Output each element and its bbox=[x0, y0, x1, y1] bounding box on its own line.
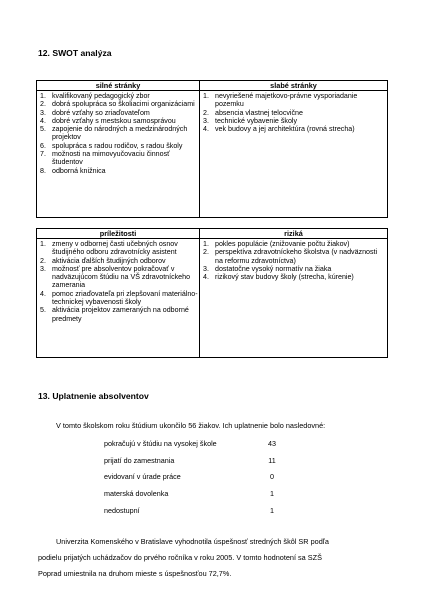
strength-item-number: 2. bbox=[40, 100, 46, 109]
outcome-label: pokračujú v štúdiu na vysokej škole bbox=[104, 438, 217, 448]
weakness-item-text: technické vybavenie školy bbox=[215, 116, 298, 125]
opportunity-item-number: 3. bbox=[40, 264, 46, 273]
strength-item bbox=[40, 117, 198, 125]
opportunity-item bbox=[40, 257, 198, 265]
threat-item bbox=[203, 240, 386, 248]
weakness-item-number: 3. bbox=[203, 116, 209, 125]
weakness-item-number: 2. bbox=[203, 108, 209, 117]
strength-item-text: dobrá spolupráca so školiacimi organizáciami bbox=[52, 100, 195, 109]
outcome-count: 1 bbox=[270, 506, 274, 516]
strength-item-number: 5. bbox=[40, 125, 46, 134]
strength-item bbox=[40, 109, 198, 117]
outcome-row bbox=[98, 435, 282, 452]
strengths-cell bbox=[37, 91, 200, 218]
swot-table-opportunities-threats bbox=[36, 228, 388, 358]
outcome-count: 11 bbox=[268, 455, 276, 465]
threats-cell bbox=[200, 239, 388, 358]
outcome-label: nedostupní bbox=[104, 506, 140, 516]
threat-item bbox=[203, 273, 386, 281]
strength-item-text: kvalifikovaný pedagogický zbor bbox=[52, 92, 150, 100]
opportunity-item-text: zmeny v odbornej časti učebných osnov študijného odboru zdravotnícky asistent bbox=[52, 240, 178, 257]
opportunity-item-text: aktivácia ďalších študijných odborov bbox=[52, 256, 166, 265]
opportunity-item-text: možnosť pre absolventov pokračovať v nadväzujúcom štúdiu na VŠ zdravotníckeho zamerania bbox=[52, 264, 191, 290]
threats-header: riziká bbox=[200, 229, 388, 239]
opportunities-header: príležitosti bbox=[37, 229, 200, 239]
weakness-item bbox=[203, 109, 386, 117]
threat-item-text: perspektíva zdravotníckeho školstva (v nadväznosti na reformu zdravotníctva) bbox=[215, 248, 378, 265]
threat-item-text: rizikový stav budovy školy (strecha, kúrenie) bbox=[215, 273, 354, 282]
opportunity-item bbox=[40, 240, 198, 257]
weaknesses-header: slabé stránky bbox=[200, 81, 388, 91]
opportunity-item bbox=[40, 265, 198, 290]
weaknesses-cell bbox=[200, 91, 388, 218]
weakness-item-text: nevyriešené majetkovo-právne vysporiadanie pozemku bbox=[215, 92, 358, 109]
strength-item-text: možnosti na mimovyučovaciu činnosť študentov bbox=[52, 150, 170, 167]
section-13-heading: 13. Uplatnenie absolventov bbox=[38, 391, 149, 401]
strength-item-text: spolupráca s radou rodičov, s radou školy bbox=[52, 141, 183, 150]
strength-item-text: dobré vzťahy so zriaďovateľom bbox=[52, 108, 150, 117]
threat-item-number: 1. bbox=[203, 240, 209, 248]
opportunity-item bbox=[40, 306, 198, 323]
ranking-paragraph-line-2: podielu prijatých uchádzačov do prvého ročníka v roku 2005. V tomto hodnotení sa SZŠ bbox=[38, 553, 322, 562]
ranking-paragraph-line-1: Univerzita Komenského v Bratislave vyhodnotila úspešnosť stredných škôl SR podľa bbox=[56, 537, 329, 546]
opportunity-item-number: 4. bbox=[40, 289, 46, 298]
opportunity-item-text: pomoc zriaďovateľa pri zlepšovaní materiálno-technickej vybavenosti školy bbox=[52, 289, 198, 307]
weakness-item-text: vek budovy a jej architektúra (rovná strecha) bbox=[215, 125, 355, 134]
strength-item-text: zapojenie do národných a medzinárodných projektov bbox=[52, 125, 188, 142]
threat-item-text: pokles populácie (znižovanie počtu žiakov) bbox=[215, 240, 350, 248]
threat-item-number: 3. bbox=[203, 264, 209, 273]
strength-item-text: odborná knižnica bbox=[52, 166, 106, 175]
weakness-item bbox=[203, 125, 386, 133]
strengths-header: silné stránky bbox=[37, 81, 200, 91]
graduates-intro-text: V tomto školskom roku štúdium ukončilo 56 žiakov. Ich uplatnenie bolo nasledovné: bbox=[56, 421, 326, 430]
outcome-count: 1 bbox=[270, 489, 274, 499]
opportunity-item-text: aktivácia projektov zameraných na odborné predmety bbox=[52, 306, 189, 323]
outcome-count: 0 bbox=[270, 472, 274, 482]
strength-item bbox=[40, 125, 198, 142]
threat-item-number: 2. bbox=[203, 248, 209, 257]
strength-item-number: 6. bbox=[40, 141, 46, 150]
outcome-row bbox=[98, 485, 282, 502]
outcome-row bbox=[98, 452, 282, 469]
opportunities-cell bbox=[37, 239, 200, 358]
section-12-heading: 12. SWOT analýza bbox=[38, 48, 112, 58]
outcome-label: materská dovolenka bbox=[104, 489, 169, 499]
strength-item bbox=[40, 150, 198, 167]
weakness-item bbox=[203, 117, 386, 125]
strength-item bbox=[40, 142, 198, 150]
strength-item-text: dobré vzťahy s mestskou samosprávou bbox=[52, 116, 176, 125]
weakness-item-number: 1. bbox=[203, 92, 209, 100]
opportunity-item bbox=[40, 290, 198, 307]
strength-item-number: 1. bbox=[40, 92, 46, 100]
strength-item-number: 3. bbox=[40, 108, 46, 117]
threat-item bbox=[203, 248, 386, 265]
ranking-paragraph-line-3: Poprad umiestnila na druhom mieste s úspešnosťou 72,7%. bbox=[38, 569, 232, 578]
opportunity-item-number: 1. bbox=[40, 240, 46, 248]
outcome-label: prijatí do zamestnania bbox=[104, 455, 175, 465]
weakness-item-number: 4. bbox=[203, 125, 209, 134]
strength-item bbox=[40, 167, 198, 175]
strength-item-number: 7. bbox=[40, 150, 46, 159]
opportunities-list bbox=[40, 240, 198, 323]
weakness-item-text: absencia vlastnej telocvične bbox=[215, 108, 303, 117]
strengths-list bbox=[40, 92, 198, 175]
threat-item-text: dostatočne vysoký normatív na žiaka bbox=[215, 264, 332, 273]
strength-item bbox=[40, 100, 198, 108]
threats-list bbox=[203, 240, 386, 281]
opportunity-item-number: 5. bbox=[40, 306, 46, 315]
threat-item-number: 4. bbox=[203, 273, 209, 282]
opportunity-item-number: 2. bbox=[40, 256, 46, 265]
outcome-count: 43 bbox=[268, 438, 276, 448]
weakness-item bbox=[203, 92, 386, 109]
graduates-outcome-table bbox=[98, 435, 282, 519]
weaknesses-list bbox=[203, 92, 386, 133]
threat-item bbox=[203, 265, 386, 273]
outcome-row bbox=[98, 469, 282, 486]
outcome-row bbox=[98, 502, 282, 519]
strength-item-number: 8. bbox=[40, 166, 46, 175]
strength-item bbox=[40, 92, 198, 100]
swot-table-strengths-weaknesses bbox=[36, 80, 388, 218]
outcome-label: evidovaní v úrade práce bbox=[104, 472, 181, 482]
strength-item-number: 4. bbox=[40, 116, 46, 125]
